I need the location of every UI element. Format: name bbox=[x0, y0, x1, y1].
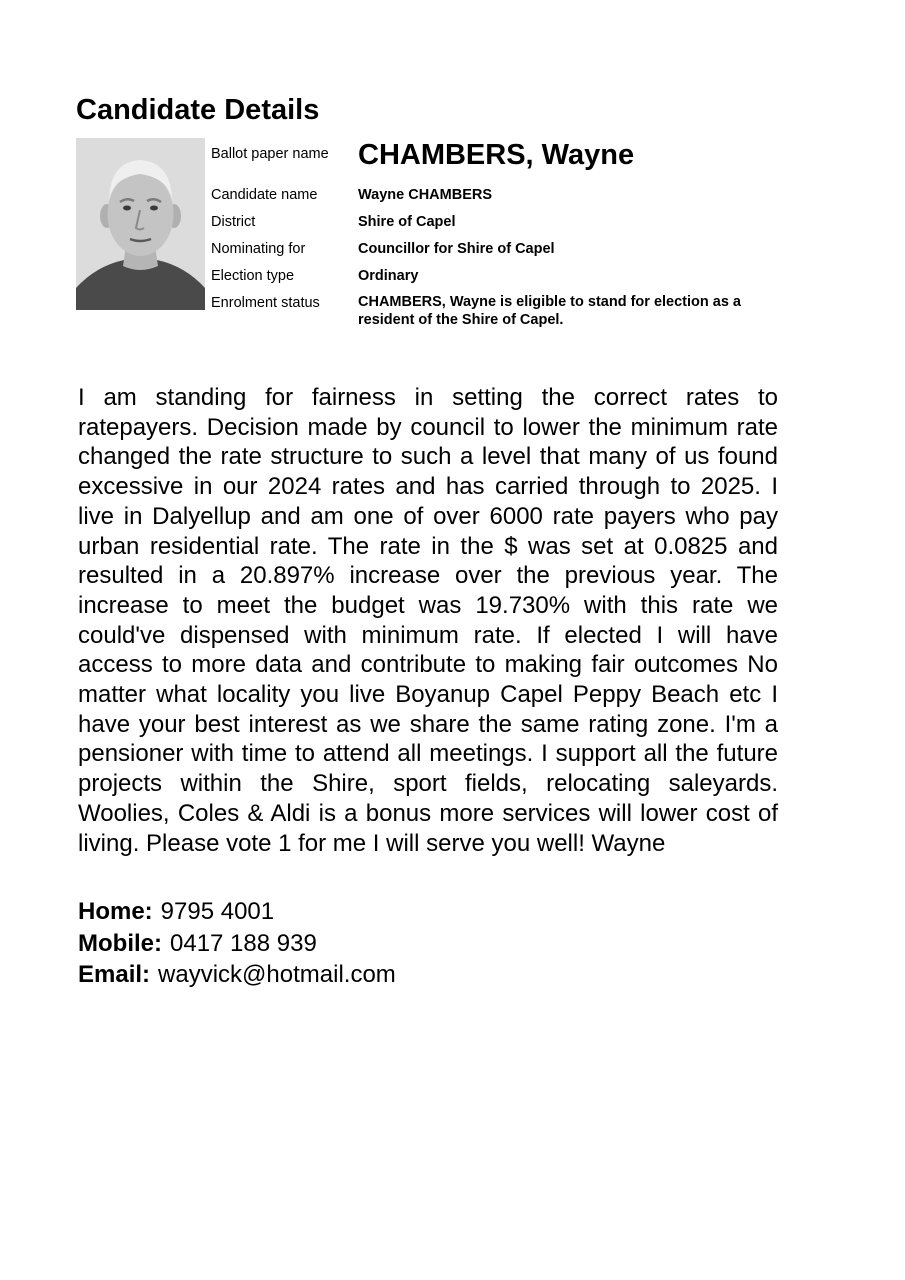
contact-home bbox=[78, 897, 274, 927]
nominating-for-value: Councillor for Shire of Capel bbox=[358, 241, 555, 257]
ballot-paper-name-label: Ballot paper name bbox=[211, 146, 329, 162]
contact-email-value: wayvick@hotmail.com bbox=[158, 961, 396, 988]
candidate-name-label: Candidate name bbox=[211, 187, 318, 203]
nominating-for-label: Nominating for bbox=[211, 241, 306, 257]
enrolment-status-value: CHAMBERS, Wayne is eligible to stand for election as a resident of the Shire of Capel. bbox=[358, 294, 741, 328]
candidate-photo bbox=[76, 138, 205, 310]
candidate-statement: I am standing for fairness in setting the correct rates to ratepayers. Decision made by council to lower the minimum rate changed the rate structure to such a level that many of us found excessive in our 2024 rates and has carried through to 2025. I live in Dalyellup and am one of over 6000 rate payers who pay urban residential rate. The rate in the $ was set at 0.0825 and resulted in a 20.897% increase over the previous year. The increase to meet the budget was 19.730% with this rate we could've dispensed with minimum rate. If elected I will have access to more data and contribute to making fair outcomes No matter what locality you live Boyanup Capel Peppy Beach etc I have your best interest as we share the same rating zone. I'm a pensioner with time to attend all meetings. I support all the future projects within the Shire, sport fields, relocating saleyards. Woolies, Coles & Aldi is a bonus more services will lower cost of living. Please vote 1 for me I will serve you well! Wayne bbox=[78, 384, 778, 857]
election-type-value: Ordinary bbox=[358, 268, 419, 284]
contact-email-label: Email: bbox=[78, 961, 151, 988]
page-title: Candidate Details bbox=[76, 94, 320, 126]
contact-mobile-value: 0417 188 939 bbox=[170, 930, 317, 957]
contact-home-value: 9795 4001 bbox=[160, 898, 275, 925]
district-value: Shire of Capel bbox=[358, 214, 456, 230]
district-label: District bbox=[211, 214, 256, 230]
contact-mobile-label: Mobile: bbox=[78, 930, 162, 957]
contact-mobile bbox=[78, 929, 317, 959]
enrolment-status-label: Enrolment status bbox=[211, 295, 320, 311]
contact-email bbox=[78, 960, 396, 990]
contact-home-label: Home: bbox=[78, 898, 153, 925]
candidate-name-value: Wayne CHAMBERS bbox=[358, 187, 493, 203]
candidate-portrait-icon bbox=[76, 138, 205, 310]
ballot-paper-name-value: CHAMBERS, Wayne bbox=[358, 139, 635, 171]
election-type-label: Election type bbox=[211, 268, 295, 284]
